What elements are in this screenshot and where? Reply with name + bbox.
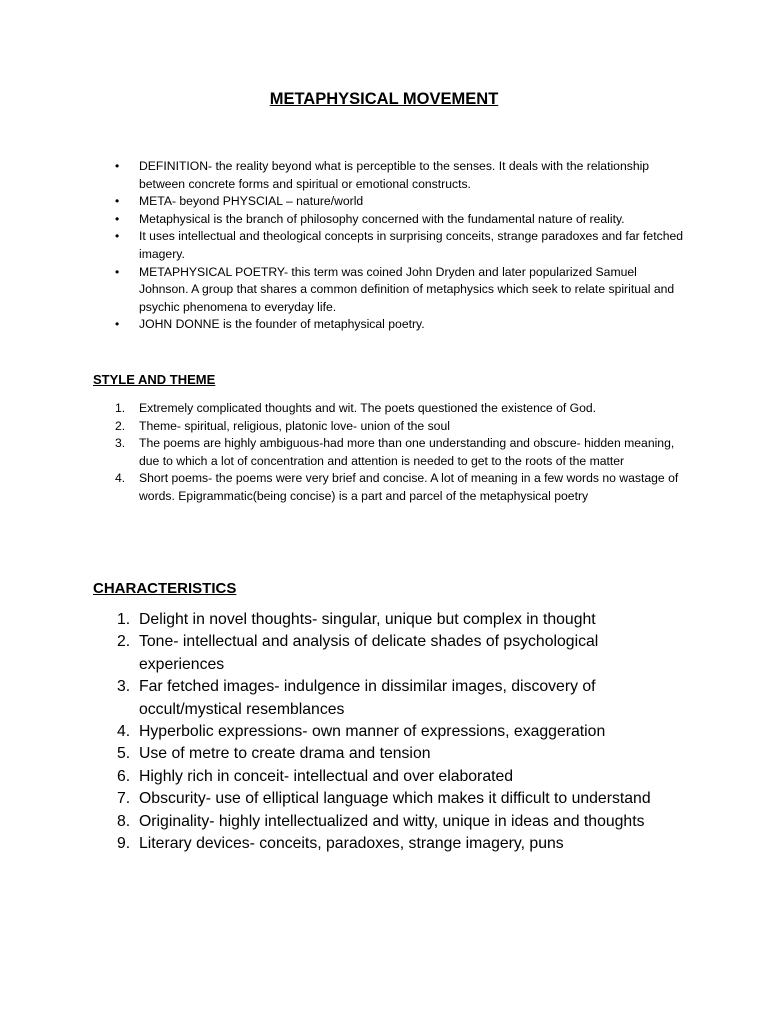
- bullet-text: JOHN DONNE is the founder of metaphysical poetry.: [139, 317, 425, 332]
- list-item: [115, 470, 679, 505]
- bullet-icon: •: [115, 317, 120, 332]
- bullet-item: [115, 264, 689, 317]
- style-and-theme-heading: STYLE AND THEME: [93, 372, 216, 387]
- bullet-icon: •: [115, 229, 120, 244]
- list-item: [117, 811, 659, 833]
- list-item: [115, 400, 679, 418]
- intro-bullet-list: [115, 158, 689, 334]
- list-number: 8.: [117, 812, 131, 830]
- bullet-icon: •: [115, 264, 120, 279]
- list-item-text: Tone- intellectual and analysis of delicate shades of psychological experiences: [139, 633, 599, 673]
- bullet-item: [115, 158, 689, 193]
- list-item-text: Originality- highly intellectualized and witty, unique in ideas and thoughts: [139, 812, 645, 830]
- list-item-text: The poems are highly ambiguous-had more than one understanding and obscure- hidden meaning, due to which a lot of concentration and attention is needed to get to the roots of the matter: [139, 436, 675, 468]
- bullet-text: META- beyond PHYSCIAL – nature/world: [139, 194, 364, 209]
- list-item: [117, 609, 659, 631]
- bullet-item: [115, 193, 689, 211]
- bullet-item: [115, 228, 689, 263]
- list-item: [117, 743, 659, 765]
- list-item-text: Theme- spiritual, religious, platonic love- union of the soul: [139, 418, 450, 433]
- bullet-item: [115, 211, 689, 229]
- bullet-icon: •: [115, 194, 120, 209]
- list-item-text: Use of metre to create drama and tension: [139, 745, 431, 763]
- list-number: 1.: [115, 401, 126, 415]
- list-item: [115, 418, 679, 436]
- document-title: METAPHYSICAL MOVEMENT: [269, 90, 499, 108]
- list-item-text: Far fetched images- indulgence in dissimilar images, discovery of occult/mystical resemblances: [139, 678, 596, 718]
- list-number: 3.: [115, 436, 126, 451]
- list-item-text: Short poems- the poems were very brief and concise. A lot of meaning in a few words no wastage of words. Epigrammatic(being concise) is a part and parcel of the metaphysical poetry: [139, 471, 679, 503]
- list-item: [117, 631, 659, 676]
- list-number: 4.: [117, 723, 131, 741]
- bullet-text: METAPHYSICAL POETRY- this term was coined John Dryden and later popularized Samuel Johnson. A group that shares a common definition of metaphysics which seek to relate spiritual and psychic phenomena to everyday life.: [139, 264, 675, 314]
- list-item-text: Highly rich in conceit- intellectual and over elaborated: [139, 767, 514, 785]
- list-item: [117, 788, 659, 810]
- list-item-text: Literary devices- conceits, paradoxes, strange imagery, puns: [139, 835, 564, 853]
- bullet-icon: •: [115, 159, 120, 173]
- bullet-text: It uses intellectual and theological concepts in surprising conceits, strange paradoxes and far fetched imagery.: [139, 229, 684, 261]
- list-number: 3.: [117, 678, 131, 696]
- list-item: [117, 766, 659, 788]
- bullet-item: [115, 316, 689, 334]
- list-number: 7.: [117, 790, 131, 808]
- list-number: 5.: [117, 745, 131, 763]
- list-item-text: Obscurity- use of elliptical language which makes it difficult to understand: [139, 790, 651, 808]
- list-number: 1.: [117, 611, 131, 628]
- bullet-icon: •: [115, 211, 120, 226]
- list-number: 9.: [117, 835, 131, 853]
- list-item: [117, 676, 659, 721]
- list-item: [117, 721, 659, 743]
- list-number: 4.: [115, 471, 126, 486]
- characteristics-list: [117, 609, 659, 855]
- bullet-text: Metaphysical is the branch of philosophy concerned with the fundamental nature of reality.: [139, 211, 625, 226]
- characteristics-heading: CHARACTERISTICS: [93, 580, 237, 597]
- list-item-text: Hyperbolic expressions- own manner of expressions, exaggeration: [139, 723, 606, 741]
- style-theme-list: [115, 400, 679, 506]
- list-item-text: Extremely complicated thoughts and wit. The poets questioned the existence of God.: [139, 401, 597, 415]
- list-number: 6.: [117, 767, 131, 785]
- list-number: 2.: [117, 633, 131, 651]
- bullet-text: DEFINITION- the reality beyond what is perceptible to the senses. It deals with the relationship between concrete forms and spiritual or emotional constructs.: [139, 159, 650, 191]
- list-number: 2.: [115, 418, 126, 433]
- list-item-text: Delight in novel thoughts- singular, unique but complex in thought: [139, 611, 596, 628]
- list-item: [115, 435, 679, 470]
- list-item: [117, 833, 659, 855]
